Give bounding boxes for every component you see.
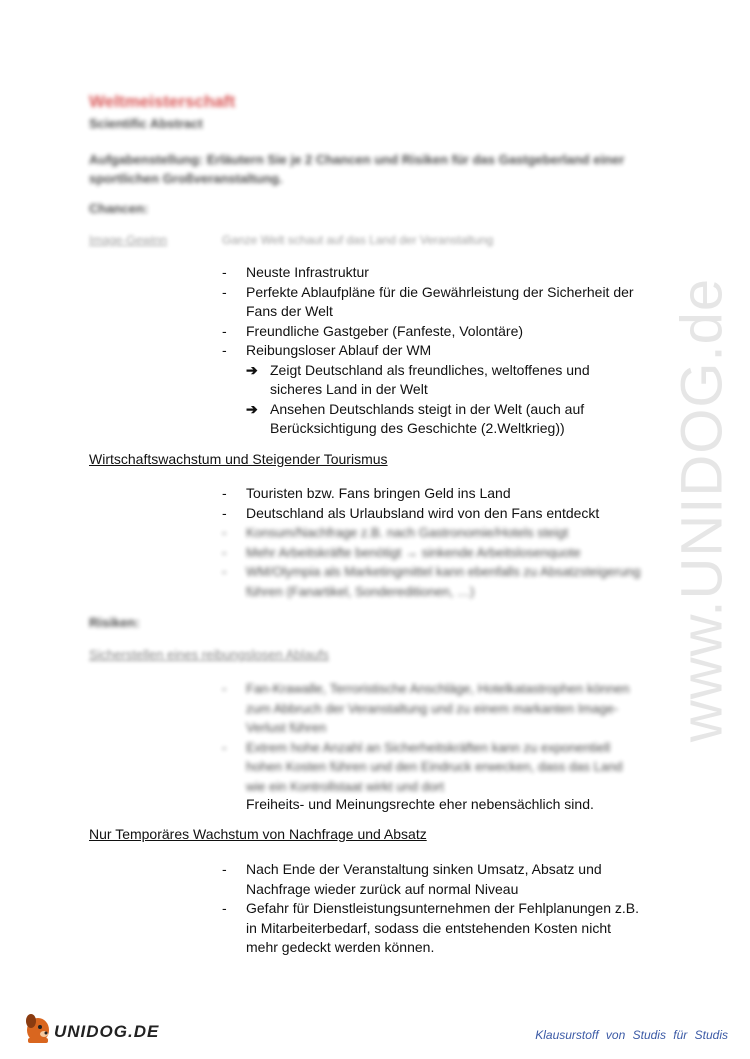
temporary-list: [222, 860, 642, 958]
section-heading-security: Sicherstellen eines reibungslosen Ablaufs: [89, 647, 329, 662]
arrow-icon: ➔: [246, 400, 258, 417]
list-item: - Reibungsloser Ablauf der WM: [222, 342, 432, 358]
security-tail: Freiheits- und Meinungsrechte eher nebensächlich sind.: [246, 796, 594, 812]
image-gain-text: Ganze Welt schaut auf das Land der Veranstaltung: [222, 233, 494, 247]
arrow-icon: ➔: [246, 361, 258, 378]
list-item: - Mehr Arbeitskräfte benötigt → sinkende Arbeitslosenquote: [222, 544, 581, 560]
list-item: - Konsum/Nachfrage z.B. nach Gastronomie/Hotels steigt: [222, 525, 569, 540]
chancen-heading: Chancen:: [89, 201, 149, 216]
arrow-item: ➔ Ansehen Deutschlands steigt in der Welt (auch auf Berücksichtigung des Geschichte (2.Weltkrieg)): [246, 400, 585, 436]
list-item: - Extrem hohe Anzahl an Sicherheitskräften kann zu exponentiell hohen Kosten führen und den Eindruck erwecken, dass das Land wie ein Kontrollstaat wirkt und dort: [222, 739, 623, 794]
document-title: Weltmeisterschaft: [89, 92, 236, 111]
list-item: - Freundliche Gastgeber (Fanfeste, Volontäre): [222, 322, 524, 339]
logo-text: UNIDOG.DE: [54, 1022, 160, 1041]
list-item: - Fan-Krawalle, Terroristische Anschläge, Hotelkatastrophen können zum Abbruch der Veranstaltung und zu einem markanten Image-Verlust führen: [222, 681, 630, 735]
section-heading-growth: Wirtschaftswachstum und Steigender Tourismus: [89, 451, 388, 467]
watermark: www.UNIDOG.de: [669, 277, 735, 743]
section-heading-temporary: Nur Temporäres Wachstum von Nachfrage und Absatz: [89, 826, 427, 842]
task-statement: Aufgabenstellung: Erläutern Sie je 2 Chancen und Risiken für das Gastgeberland einer sportlichen Großveranstaltung.: [89, 152, 625, 186]
list-item: - Gefahr für Dienstleistungsunternehmen der Fehlplanungen z.B. in Mitarbeiterbedarf, sodass die entstehenden Kosten nicht mehr gedeckt werden können.: [222, 900, 640, 955]
chancen-list: [222, 263, 642, 439]
footer-tagline: Klausurstoff von Studis für Studis: [535, 1028, 728, 1042]
growth-list: [222, 484, 642, 523]
list-item: - Deutschland als Urlaubsland wird von den Fans entdeckt: [222, 504, 600, 521]
growth-list-blurred: [222, 523, 642, 601]
arrow-item: ➔ Zeigt Deutschland als freundliches, weltoffenes und sicheres Land in der Welt: [246, 361, 590, 397]
list-item: - WM/Olympia als Marketingmittel kann ebenfalls zu Absatzsteigerung führen (Fanartikel, Sondereditionen, …): [222, 564, 641, 599]
risiken-heading: Risiken:: [89, 615, 140, 630]
unidog-logo: [22, 1008, 162, 1048]
list-item: - Touristen bzw. Fans bringen Geld ins Land: [222, 485, 511, 501]
image-gain-label: Image-Gewinn: [89, 233, 168, 247]
list-item: - Neuste Infrastruktur: [222, 264, 369, 280]
document-subtitle: Scientific Abstract: [89, 116, 203, 131]
list-item: - Perfekte Ablaufpläne für die Gewährleistung der Sicherheit der Fans der Welt: [222, 283, 634, 319]
list-item: - Nach Ende der Veranstaltung sinken Umsatz, Absatz und Nachfrage wieder zurück auf normal Niveau: [222, 861, 602, 897]
security-list-blurred: [222, 679, 642, 796]
